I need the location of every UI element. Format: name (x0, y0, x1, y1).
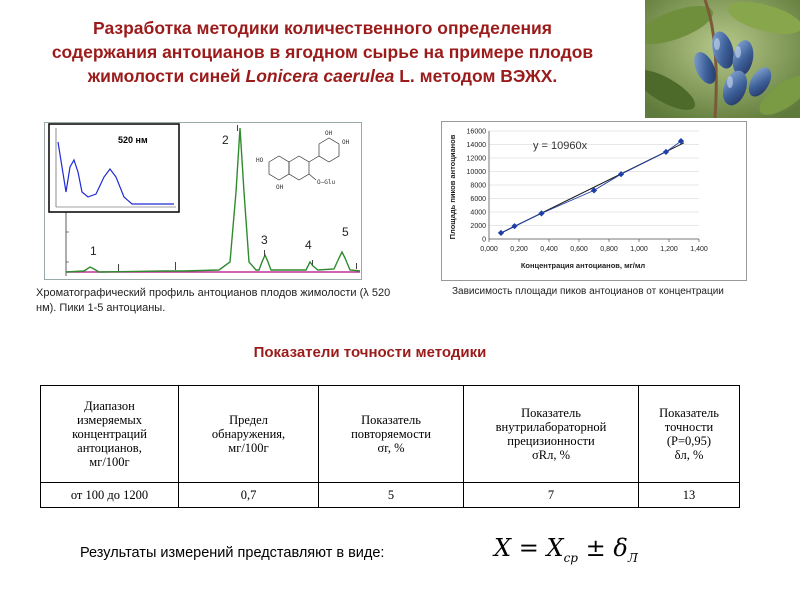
title-line-3-end: L. методом ВЭЖХ. (394, 66, 558, 86)
title-line-1: Разработка методики количественного определения (93, 18, 552, 38)
calibration-caption: Зависимость площади пиков антоцианов от концентрации (452, 286, 724, 297)
header-accuracy-l3: (P=0,95) (666, 434, 712, 448)
calib-y-tick-label: 14000 (466, 142, 486, 149)
header-precision-l2: внутрилабораторной (495, 420, 607, 434)
peak-label-5: 5 (342, 225, 349, 239)
calib-y-tick-label: 12000 (466, 155, 486, 163)
formula-x-mean: X (546, 534, 564, 562)
calib-frame (442, 122, 747, 281)
accuracy-heading: Показатели точности методики (253, 344, 487, 361)
slide-title (0, 16, 645, 88)
header-precision-l3: прецизионности (507, 434, 595, 448)
calib-y-tick-label: 10000 (466, 169, 486, 176)
title-line-3-start: жимолости синей (87, 66, 246, 86)
header-precision (464, 386, 639, 483)
header-detection-l2: обнаружения, (211, 427, 286, 441)
accuracy-table (40, 385, 740, 508)
calib-x-tick-label: 0,000 (480, 246, 498, 253)
header-repeat-l2: повторяемости (351, 427, 431, 441)
calib-x-tick-label: 0,800 (600, 246, 618, 253)
calib-x-tick-label: 1,000 (630, 246, 648, 253)
cell-repeatability: 5 (319, 483, 464, 508)
header-accuracy-l1: Показатель (659, 406, 719, 420)
header-accuracy-l4: δл, % (674, 448, 704, 462)
calib-x-tick-label: 0,400 (540, 246, 558, 253)
molecule-label-oh-2: OH (342, 139, 350, 146)
header-range-l3: концентраций (72, 427, 147, 441)
cell-detection-limit: 0,7 (179, 483, 319, 508)
formula-delta: δ (613, 534, 628, 562)
peak-label-4: 4 (305, 238, 312, 252)
peak-label-2: 2 (222, 133, 229, 147)
chrom-inset (49, 124, 179, 212)
table-row (41, 483, 740, 508)
header-repeat-l3: σr, % (377, 441, 405, 455)
molecule-label-ho: HO (256, 157, 264, 164)
accuracy-header-row (41, 386, 740, 483)
calib-y-tick-label: 16000 (466, 128, 486, 136)
formula-x: X (494, 534, 512, 562)
header-detection-limit (179, 386, 319, 483)
calib-x-tick-label: 1,400 (690, 246, 708, 253)
header-range-l5: мг/100г (89, 455, 130, 469)
header-detection-l3: мг/100г (228, 441, 269, 455)
header-range-l1: Диапазон (84, 399, 135, 413)
calib-y-tick-label: 4000 (470, 209, 486, 217)
header-repeatability (319, 386, 464, 483)
calib-y-tick-label: 8000 (470, 182, 486, 190)
header-detection-l1: Предел (229, 413, 268, 427)
result-formula (494, 534, 638, 565)
calib-y-tick-label: 2000 (470, 223, 486, 230)
honeysuckle-berries-photo (645, 0, 800, 118)
molecule-label-glu: O–Glu (317, 179, 336, 186)
title-line-3 (0, 64, 645, 88)
cell-precision: 7 (464, 483, 639, 508)
header-precision-l4: σRл, % (532, 448, 570, 462)
header-accuracy-l2: точности (664, 420, 714, 434)
calib-x-tick-label: 0,200 (510, 246, 528, 253)
title-latin-name: Lonicera caerulea (245, 66, 395, 86)
header-precision-l1: Показатель (521, 406, 581, 420)
calib-x-tick-label: 0,600 (570, 246, 588, 253)
cell-accuracy: 13 (639, 483, 740, 508)
header-range-l4: антоцианов, (77, 441, 142, 455)
cell-range: от 100 до 1200 (41, 483, 179, 508)
calib-y-tick-label: 0 (482, 236, 486, 244)
formula-equals: = (518, 534, 539, 562)
header-accuracy (639, 386, 740, 483)
calib-x-tick-label: 1,200 (660, 246, 678, 253)
molecule-label-oh-3: OH (276, 184, 284, 191)
calibration-chart (441, 121, 747, 281)
title-line-2: содержания антоцианов в ягодном сырье на примере плодов (51, 42, 594, 62)
formula-sub-cp: ср (563, 550, 578, 565)
calib-y-tick-label: 6000 (470, 196, 486, 203)
chromatogram-caption: Хроматографический профиль антоцианов плодов жимолости (λ 520 нм). Пики 1-5 антоцианы. (36, 287, 391, 314)
calib-equation: y = 10960x (533, 140, 588, 152)
header-range (41, 386, 179, 483)
header-range-l2: измеряемых (76, 413, 142, 427)
calib-y-label: Площадь пиков антоцианов (448, 134, 457, 240)
formula-plus-minus: ± (585, 534, 606, 562)
header-repeat-l1: Показатель (361, 413, 421, 427)
peak-label-3: 3 (261, 233, 268, 247)
calib-x-label: Концентрация антоцианов, мг/мл (520, 261, 646, 270)
results-statement: Результаты измерений представляют в виде: (80, 545, 385, 561)
inset-wavelength-label: 520 нм (118, 135, 148, 145)
peak-label-1: 1 (90, 244, 97, 258)
molecule-label-oh-1: OH (325, 130, 333, 137)
formula-sub-l: Л (627, 550, 638, 565)
chromatogram-figure (44, 122, 362, 280)
